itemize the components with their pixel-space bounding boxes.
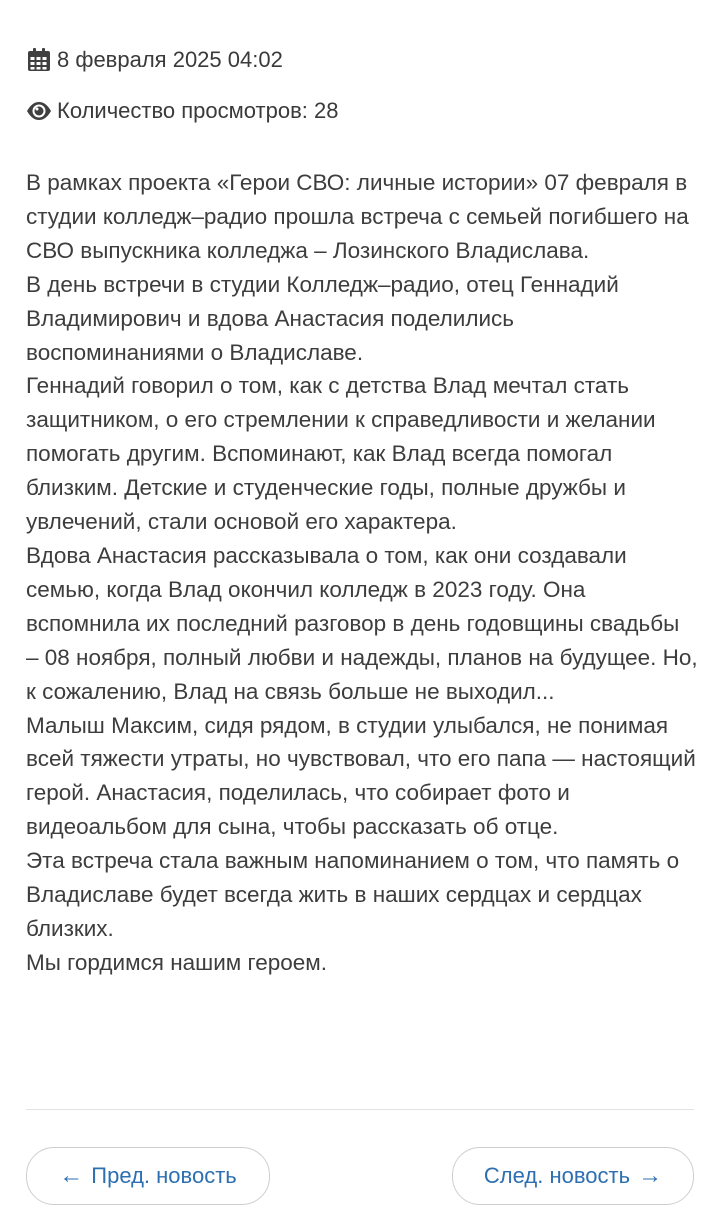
eye-icon xyxy=(26,98,52,124)
prev-news-button[interactable] xyxy=(26,1147,270,1205)
arrow-left-icon: ← xyxy=(59,1162,84,1189)
prev-news-label: Пред. новость xyxy=(91,1163,237,1188)
calendar-icon xyxy=(26,47,52,73)
publish-date-text: 8 февраля 2025 04:02 xyxy=(57,47,283,72)
article-paragraph: Мы гордимся нашим героем. xyxy=(26,949,328,975)
article-paragraph: В рамках проекта «Герои СВО: личные истории» 07 февраля в студии колледж–радио прошла встреча с семьей погибшего на СВО выпускника колледжа – Лозинского Владислава. xyxy=(26,170,689,263)
next-news-label: След. новость xyxy=(483,1163,631,1188)
article-paragraph: Геннадий говорил о том, как с детства Влад мечтал стать защитником, о его стремлении к справедливости и желании помогать другим. Вспоминают, как Влад всегда помогал близким. Детские и студенческие годы, полные дружбы и увлечений, стали основой его характера. xyxy=(26,373,656,535)
publish-date xyxy=(26,47,283,73)
article-body xyxy=(26,166,698,980)
next-news-button[interactable] xyxy=(452,1147,694,1205)
arrow-right-icon: → xyxy=(638,1162,663,1189)
view-count xyxy=(26,98,338,124)
view-count-text: Количество просмотров: 28 xyxy=(57,98,339,123)
article-paragraph: Эта встреча стала важным напоминанием о том, что память о Владиславе будет всегда жить в наших сердцах и сердцах близких. xyxy=(26,848,680,941)
article-paragraph: Малыш Максим, сидя рядом, в студии улыбался, не понимая всей тяжести утраты, но чувствовал, что его папа — настоящий герой. Анастасия, поделилась, что собирает фото и видеоальбом для сына, чтобы рассказать об отце. xyxy=(26,712,696,840)
article-paragraph: В день встречи в студии Колледж–радио, отец Геннадий Владимирович и вдова Анастасия поделились воспоминаниями о Владиславе. xyxy=(26,271,619,365)
article-paragraph: Вдова Анастасия рассказывала о том, как они создавали семью, когда Влад окончил колледж в 2023 году. Она вспомнила их последний разговор в день годовщины свадьбы – 08 ноября, полный любви и надежды, планов на будущее. Но, к сожалению, Влад на связь больше не выходил... xyxy=(26,542,698,704)
content-divider xyxy=(26,1109,694,1110)
